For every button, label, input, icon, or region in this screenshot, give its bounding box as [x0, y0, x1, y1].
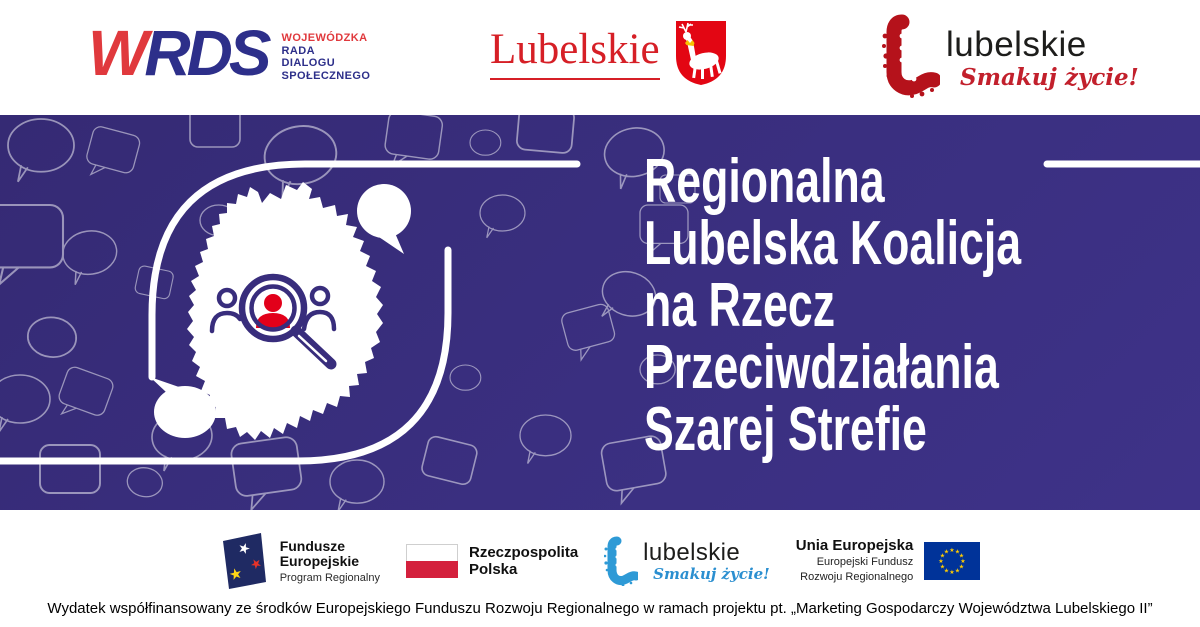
svg-text:★: ★ [944, 567, 950, 575]
lubelskie-region-wordmark: Lubelskie [490, 27, 660, 80]
funding-disclaimer: Wydatek współfinansowany ze środków Europejskiego Funduszu Rozwoju Regionalnego w ramach projektu pt. „Marketing Gospodarczy Województwa Lubelskiego II” [47, 600, 1153, 617]
svg-text:★: ★ [959, 563, 965, 571]
svg-text:★: ★ [940, 552, 946, 560]
svg-text:★: ★ [938, 558, 944, 565]
hero-band [0, 115, 1200, 510]
hero-title-line: na Rzecz [644, 271, 836, 340]
svg-text:★: ★ [959, 552, 965, 560]
svg-text:★: ★ [944, 548, 950, 556]
lubelskie-brand-tagline: Smakuj życie! [960, 64, 1139, 91]
person-head-icon [264, 294, 282, 312]
lubelskie-coat-of-arms-icon [674, 20, 728, 86]
eu-subtitle-line: Rozwoju Regionalnego [800, 571, 914, 583]
lubelskie-brand-wordmark: lubelskie [946, 25, 1087, 64]
svg-text:★: ★ [955, 548, 961, 556]
poland-flag-icon [406, 544, 458, 578]
eu-funds-logo [220, 532, 380, 590]
header-bar [0, 0, 1200, 115]
wrds-letter-w: W [88, 17, 145, 89]
svg-text:★: ★ [960, 558, 966, 565]
footer-bar [0, 510, 1200, 627]
wrds-wordmark [88, 18, 268, 88]
hero-title-line: Szarej Strefie [644, 395, 927, 464]
wrds-letters-rds: RDS [144, 17, 268, 89]
wrds-subtitle-line: RADA [281, 44, 315, 57]
wrds-logo [88, 18, 370, 88]
eu-flag-icon [924, 542, 980, 580]
svg-text:★: ★ [246, 554, 265, 574]
eu-title: Unia Europejska [795, 537, 914, 554]
lubelskie-brand-logo-footer [604, 536, 770, 586]
wrds-subtitle-line: WOJEWÓDZKA [281, 32, 368, 44]
wrds-subtitle [282, 18, 371, 88]
wrds-subtitle-line: SPOŁECZNEGO [281, 69, 371, 82]
poland-logo [406, 544, 578, 578]
funding-logos-row [0, 532, 1200, 590]
lubelskie-brand-wordmark: lubelskie [643, 538, 741, 566]
eu-funds-flag-icon [220, 532, 270, 590]
lubelskie-brand-tagline: Smakuj życie! [653, 564, 770, 583]
lubelskie-brand-texts [946, 14, 1139, 98]
svg-text:★: ★ [235, 539, 253, 559]
poland-title-line: Rzeczpospolita [468, 544, 579, 561]
eu-subtitle-line: Europejski Fundusz [816, 556, 914, 568]
eu-funds-subtitle: Program Regionalny [279, 571, 380, 584]
hero-title-line: Regionalna [644, 147, 885, 216]
svg-text:★: ★ [940, 563, 946, 571]
eu-logo [796, 538, 981, 584]
svg-text:★: ★ [949, 547, 955, 554]
hero-title [644, 147, 1022, 464]
lubelskie-region-logo [490, 20, 728, 86]
poland-texts [469, 544, 578, 578]
svg-text:★: ★ [955, 567, 961, 575]
eu-funds-title-line: Fundusze [279, 537, 346, 554]
wrds-subtitle-line: DIALOGU [281, 57, 336, 69]
svg-text:★: ★ [949, 569, 955, 576]
poland-title-line: Polska [468, 561, 518, 578]
lubelskie-brand-logo [882, 14, 1139, 98]
hero-title-line: Lubelska Koalicja [644, 209, 1022, 278]
eu-texts [796, 538, 914, 584]
svg-text:★: ★ [226, 563, 245, 585]
lubelskie-brand-texts [643, 540, 770, 583]
hero-title-line: Przeciwdziałania [644, 333, 999, 402]
eu-funds-title-line: Europejskie [279, 552, 360, 569]
folk-letter-l-icon [882, 14, 940, 98]
folk-letter-l-icon [604, 536, 638, 586]
eu-funds-texts [280, 539, 380, 584]
